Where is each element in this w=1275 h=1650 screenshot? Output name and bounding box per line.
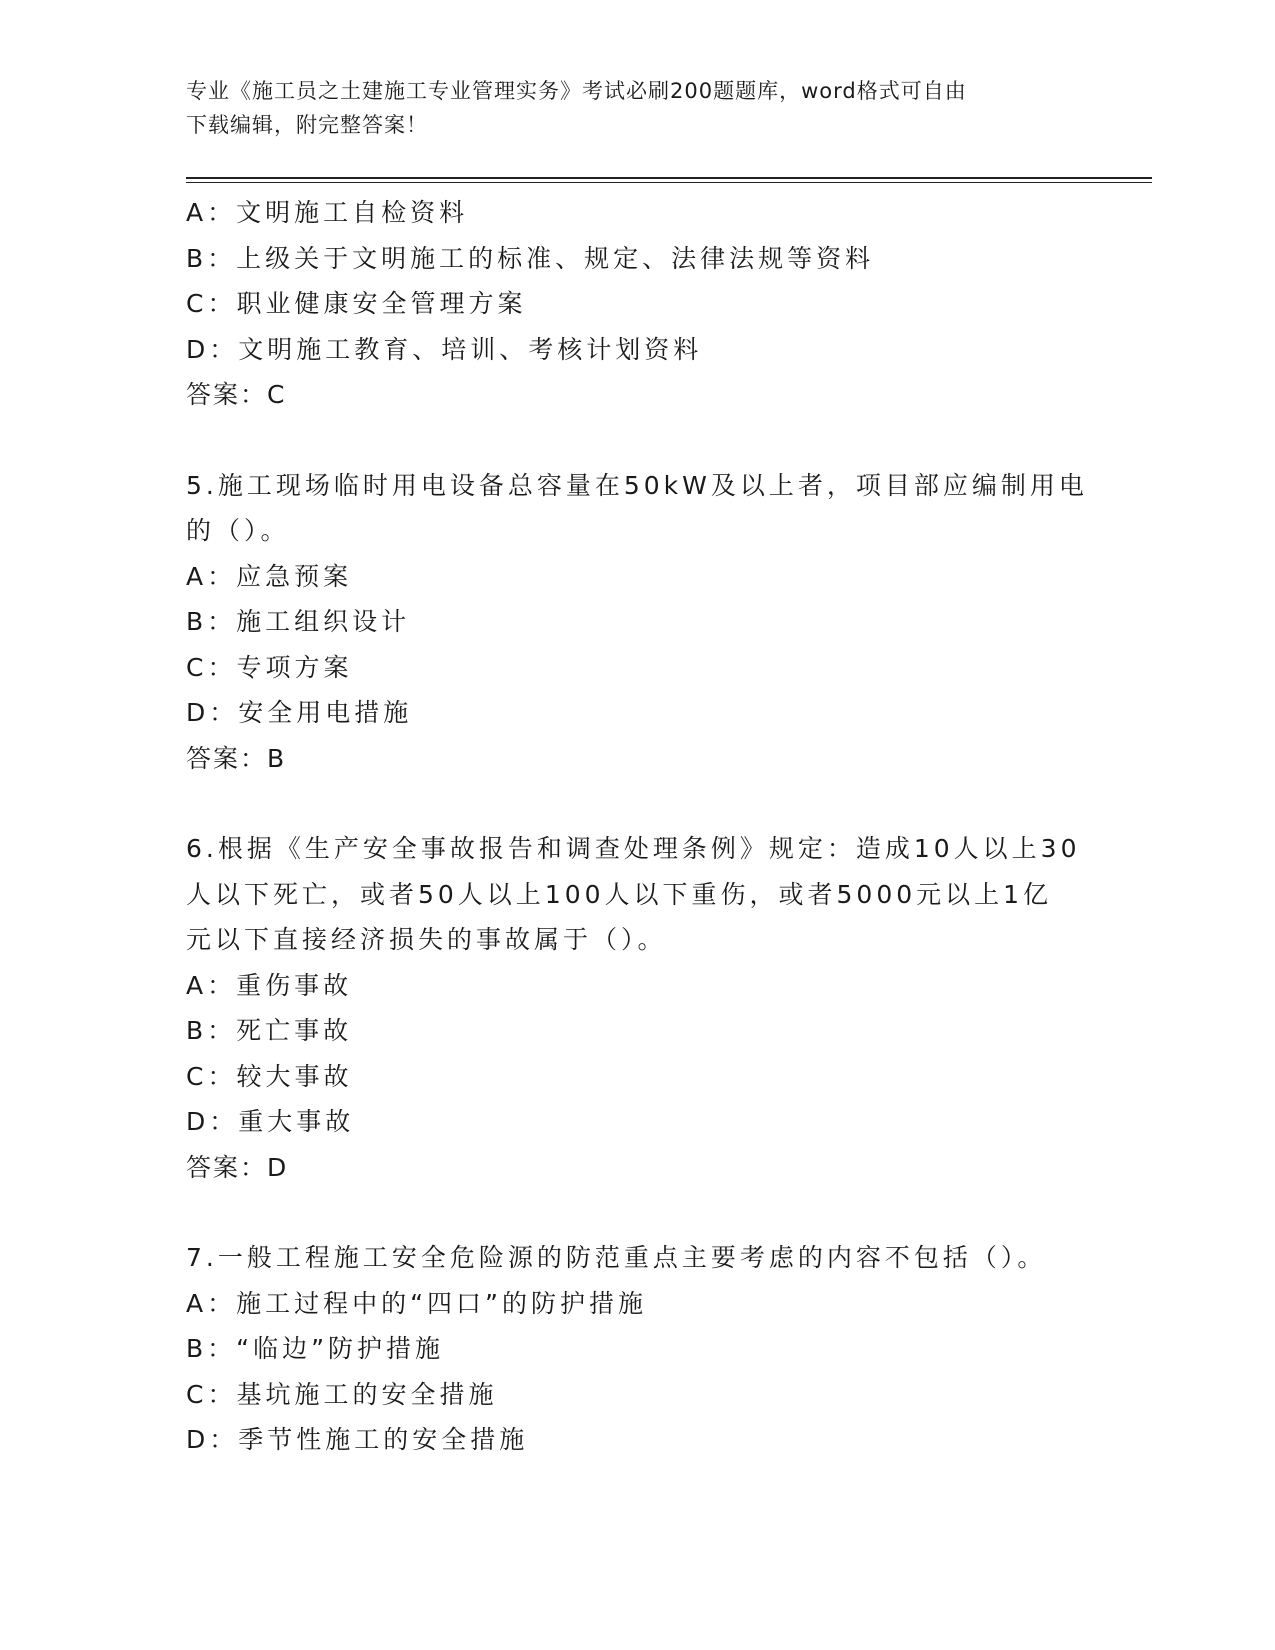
answer-line: 答案：B	[186, 743, 287, 773]
question-stem-line: 元以下直接经济损失的事故属于（）。	[186, 925, 667, 954]
option-a: A：重伤事故	[186, 970, 353, 1000]
question-stem-line: 5.施工现场临时用电设备总容量在50kW及以上者，项目部应编制用电	[186, 470, 1088, 500]
option-c: C：职业健康安全管理方案	[186, 289, 527, 318]
option-a: A：应急预案	[186, 561, 353, 591]
option-b: B：死亡事故	[186, 1016, 353, 1045]
header-rule-thin	[186, 182, 1152, 183]
question-stem-line: 的（）。	[186, 516, 290, 545]
spacer	[186, 1190, 1086, 1235]
option-b: B：上级关于文明施工的标准、规定、法律法规等资料	[186, 243, 875, 273]
option-b: B：“临边”防护措施	[186, 1334, 445, 1363]
option-c: C：基坑施工的安全措施	[186, 1379, 498, 1409]
document-header	[186, 74, 1086, 142]
answer-line: 答案：C	[186, 380, 287, 409]
question-6	[186, 826, 1086, 1190]
option-c: C：专项方案	[186, 652, 353, 682]
spacer	[186, 781, 1086, 826]
header-line-1: 专业《施工员之土建施工专业管理实务》考试必刷200题题库，word格式可自由	[186, 79, 967, 103]
option-c: C：较大事故	[186, 1061, 353, 1091]
option-d: D：文明施工教育、培训、考核计划资料	[186, 334, 703, 364]
option-d: D：季节性施工的安全措施	[186, 1425, 529, 1454]
question-7	[186, 1235, 1086, 1463]
question-5	[186, 463, 1086, 782]
option-d: D：安全用电措施	[186, 698, 413, 727]
question-stem-line: 6.根据《生产安全事故报告和调查处理条例》规定：造成10人以上30	[186, 834, 1081, 863]
question-stem-line: 人以下死亡，或者50人以上100人以下重伤，或者5000元以上1亿	[186, 879, 1053, 909]
header-line-2: 下载编辑，附完整答案！	[186, 113, 428, 137]
spacer	[186, 418, 1086, 463]
header-rule-thick	[186, 177, 1152, 179]
option-a: A：施工过程中的“四口”的防护措施	[186, 1288, 648, 1318]
answer-line: 答案：D	[186, 1152, 289, 1182]
option-d: D：重大事故	[186, 1107, 355, 1136]
question-list	[186, 190, 1086, 1463]
question-stem-line: 7.一般工程施工安全危险源的防范重点主要考虑的内容不包括（）。	[186, 1243, 1047, 1272]
option-b: B：施工组织设计	[186, 607, 411, 636]
question-block-prev	[186, 190, 1086, 418]
option-a: A：文明施工自检资料	[186, 198, 469, 227]
